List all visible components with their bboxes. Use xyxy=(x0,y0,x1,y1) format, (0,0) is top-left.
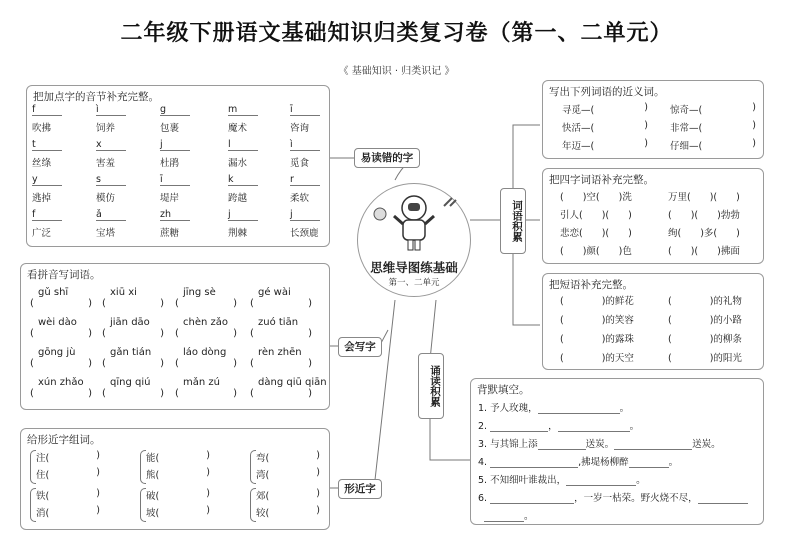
similar-char: 坡( xyxy=(146,508,160,519)
answer-paren[interactable]: ( ) xyxy=(250,358,312,369)
similar-char: 注( xyxy=(36,453,50,464)
pinyin-word: 咨询 xyxy=(290,123,310,134)
pinyin-label: dàng qiū qiān xyxy=(258,377,327,388)
recite-line[interactable]: 6. ，一岁一枯荣。野火烧不尽， xyxy=(478,490,748,504)
phrase-item[interactable]: ( )的小路 xyxy=(668,315,742,326)
similar-char-item[interactable] xyxy=(256,488,320,502)
idiom-item[interactable]: ( )( )拂面 xyxy=(668,246,740,257)
close-paren: ) xyxy=(206,488,210,499)
pinyin-word: 觅食 xyxy=(290,158,310,169)
answer-paren[interactable]: ( ) xyxy=(30,298,92,309)
close-paren: ) xyxy=(96,467,100,478)
synonym-box-title: 写出下列词语的近义词。 xyxy=(549,86,665,98)
close-paren: ) xyxy=(752,138,756,149)
close-paren: ) xyxy=(316,467,320,478)
recite-line[interactable]: 2. ， 。 xyxy=(478,421,640,432)
pinyin-label: xiū xi xyxy=(110,287,137,298)
similar-char: 湾( xyxy=(256,470,270,481)
similar-char: 弯( xyxy=(256,453,270,464)
similar-char-item[interactable] xyxy=(36,488,100,502)
synonym-word: 仔细—( xyxy=(670,141,703,152)
pinyin-hint[interactable]: zh xyxy=(160,209,190,221)
center-subtitle: 第一、二单元 xyxy=(388,278,440,288)
pinyin-label: rèn zhēn xyxy=(258,347,302,358)
answer-paren[interactable]: ( ) xyxy=(250,298,312,309)
synonym-item[interactable] xyxy=(562,102,648,116)
similar-char: 铁( xyxy=(36,491,50,502)
pinyin-word: 吹拂 xyxy=(32,123,52,134)
page-title: 二年级下册语文基础知识归类复习卷（第一、二单元） xyxy=(120,21,673,46)
similar-char-item[interactable] xyxy=(146,467,210,481)
pinyin-hint[interactable]: ì xyxy=(96,104,126,116)
pinyin-hint[interactable]: ì xyxy=(290,139,320,151)
pinyin-word: 漏水 xyxy=(228,158,248,169)
pinyin-hint[interactable]: s xyxy=(96,174,126,186)
pinyin-label: qīng qiú xyxy=(110,377,151,388)
idiom-box-title: 把四字词语补充完整。 xyxy=(549,174,654,186)
pinyin-hint[interactable]: k xyxy=(228,174,258,186)
synonym-item[interactable] xyxy=(670,102,756,116)
synonym-word: 非常—( xyxy=(670,123,703,134)
pinyin-label: zuó tiān xyxy=(258,317,299,328)
pinyin-word: 堤岸 xyxy=(160,193,180,204)
phrase-box-title: 把短语补充完整。 xyxy=(549,279,633,291)
similar-char-item[interactable] xyxy=(36,450,100,464)
similar-char: 消( xyxy=(36,508,50,519)
pinyin-label: chèn zǎo xyxy=(183,317,228,328)
close-paren: ) xyxy=(316,450,320,461)
close-paren: ) xyxy=(206,505,210,516)
similar-char-item[interactable] xyxy=(146,488,210,502)
similar-char-item[interactable] xyxy=(256,450,320,464)
close-paren: ) xyxy=(752,102,756,113)
synonym-item[interactable] xyxy=(562,138,648,152)
synonym-item[interactable] xyxy=(670,138,756,152)
pinyin-label: gǎn tián xyxy=(110,347,152,358)
similar-char: 住( xyxy=(36,470,50,481)
answer-paren[interactable]: ( ) xyxy=(175,298,237,309)
similar-char-item[interactable] xyxy=(256,505,320,519)
pinyin-word: 跨越 xyxy=(228,193,248,204)
close-paren: ) xyxy=(316,505,320,516)
phrase-item[interactable]: ( )的柳条 xyxy=(668,334,742,345)
phrase-item[interactable]: ( )的天空 xyxy=(560,353,634,364)
recite-line[interactable]: 1. 予人玫瑰， 。 xyxy=(478,403,630,414)
hub-similar-chars: 形近字 xyxy=(338,479,382,499)
pinyin-word: 蔗糖 xyxy=(160,228,180,239)
close-paren: ) xyxy=(206,467,210,478)
pinyin-label: mǎn zú xyxy=(183,377,220,388)
similar-box-title: 给形近字组词。 xyxy=(27,434,101,446)
answer-paren[interactable]: ( ) xyxy=(102,328,164,339)
phrase-item[interactable]: ( )的露珠 xyxy=(560,334,634,345)
similar-char: 熊( xyxy=(146,470,160,481)
pinyin-hint[interactable]: j xyxy=(290,209,320,221)
pinyin-hint[interactable]: y xyxy=(32,174,62,186)
close-paren: ) xyxy=(96,505,100,516)
hub-easy-misread: 易读错的字 xyxy=(354,148,420,168)
pinyin-hint[interactable]: x xyxy=(96,139,126,151)
pinyin-label: gǔ shī xyxy=(38,287,69,298)
phrase-item[interactable]: ( )的笑容 xyxy=(560,315,634,326)
answer-paren[interactable]: ( ) xyxy=(30,328,92,339)
pinyin-hint[interactable]: g xyxy=(160,104,190,116)
close-paren: ) xyxy=(644,102,648,113)
synonym-word: 寻觅—( xyxy=(562,105,595,116)
pinyin-word: 模仿 xyxy=(96,193,116,204)
pinyin-label: jīng sè xyxy=(183,287,216,298)
pinyin-word: 荆棘 xyxy=(228,228,248,239)
phrase-item[interactable]: ( )的礼物 xyxy=(668,296,742,307)
pinyin-label: gé wài xyxy=(258,287,291,298)
pinyin-hint[interactable]: f xyxy=(32,209,62,221)
phrase-item[interactable]: ( )的鲜花 xyxy=(560,296,634,307)
answer-paren[interactable]: ( ) xyxy=(30,388,92,399)
answer-paren[interactable]: ( ) xyxy=(175,388,237,399)
pinyin-hint[interactable]: r xyxy=(290,174,320,186)
pinyin-word: 宝塔 xyxy=(96,228,116,239)
idiom-item[interactable]: ( )颜( )色 xyxy=(560,246,632,257)
idiom-item[interactable]: ( )空( )洗 xyxy=(560,192,632,203)
hub-write-chars: 会写字 xyxy=(338,337,382,357)
pinyin-hint[interactable]: t xyxy=(32,139,62,151)
answer-paren[interactable]: ( ) xyxy=(175,328,237,339)
close-paren: ) xyxy=(752,120,756,131)
answer-paren[interactable]: ( ) xyxy=(30,358,92,369)
center-title: 思维导图练基础 xyxy=(370,260,458,275)
similar-char: 破( xyxy=(146,491,160,502)
pinyin-word: 魔术 xyxy=(228,123,248,134)
answer-paren[interactable]: ( ) xyxy=(175,358,237,369)
recite-box-title: 背默填空。 xyxy=(477,384,530,396)
idiom-item[interactable]: ( )( )勃勃 xyxy=(668,210,740,221)
answer-paren[interactable]: ( ) xyxy=(102,358,164,369)
hub-word-accumulation: 词语积累 xyxy=(500,188,526,254)
hub-recite-accumulation: 诵读积累 xyxy=(418,353,444,419)
pinyin-word: 饲养 xyxy=(96,123,116,134)
close-paren: ) xyxy=(644,138,648,149)
synonym-word: 快活—( xyxy=(562,123,595,134)
page-subtitle: 《 基础知识 · 归类识记 》 xyxy=(338,66,455,77)
close-paren: ) xyxy=(316,488,320,499)
pinyin-word: 逃掉 xyxy=(32,193,52,204)
idiom-item[interactable]: 绚( )多( ) xyxy=(668,228,740,239)
similar-char-item[interactable] xyxy=(36,505,100,519)
recite-line[interactable]: 3. 与其锦上添 送炭。 送炭。 xyxy=(478,439,721,450)
answer-paren[interactable]: ( ) xyxy=(250,328,312,339)
answer-paren[interactable]: ( ) xyxy=(250,388,312,399)
recite-line-cont[interactable] xyxy=(484,508,534,522)
pinyin-word: 丝绦 xyxy=(32,158,52,169)
pinyin-hint[interactable]: j xyxy=(160,139,190,151)
similar-char-item[interactable] xyxy=(256,467,320,481)
answer-paren[interactable]: ( ) xyxy=(102,388,164,399)
astronaut-icon xyxy=(358,186,470,256)
pinyin-word: 长颈鹿 xyxy=(290,228,319,239)
center-circle xyxy=(357,183,471,297)
pinyin-label: láo dòng xyxy=(183,347,227,358)
similar-char: 能( xyxy=(146,453,160,464)
synonym-item[interactable] xyxy=(670,120,756,134)
close-paren: ) xyxy=(96,450,100,461)
similar-char: 郊( xyxy=(256,491,270,502)
pinyin-hint[interactable]: m xyxy=(228,104,258,116)
pinyin-hint[interactable]: ī xyxy=(290,104,320,116)
recite-line[interactable]: 4. ,拂堤杨柳醉 。 xyxy=(478,457,679,468)
similar-char-item[interactable] xyxy=(146,505,210,519)
pinyin-label: wèi dào xyxy=(38,317,77,328)
pinyin-hint[interactable]: ī xyxy=(160,174,190,186)
pinyin-hint[interactable]: l xyxy=(228,139,258,151)
pinyin-hint[interactable]: f xyxy=(32,104,62,116)
phrase-item[interactable]: ( )的阳光 xyxy=(668,353,742,364)
idiom-item[interactable]: 悲恋( )( ) xyxy=(560,228,632,239)
pinyin-word: 包裹 xyxy=(160,123,180,134)
idiom-item[interactable]: 万里( )( ) xyxy=(668,192,740,203)
pinyin-label: jiān dāo xyxy=(110,317,150,328)
recite-line[interactable]: 5. 不知细叶谁裁出， 。 xyxy=(478,475,646,486)
recite-text: 送炭。 xyxy=(692,439,721,450)
similar-char: 较( xyxy=(256,508,270,519)
synonym-word: 惊奇—( xyxy=(670,105,703,116)
synonym-word: 年迈—( xyxy=(562,141,595,152)
pinyin-label: xún zhǎo xyxy=(38,377,84,388)
pinyin-word: 广泛 xyxy=(32,228,52,239)
pinyin-word: 害羞 xyxy=(96,158,116,169)
similar-char-item[interactable] xyxy=(146,450,210,464)
synonym-item[interactable] xyxy=(562,120,648,134)
close-paren: ) xyxy=(206,450,210,461)
pinyin-hint[interactable]: ǎ xyxy=(96,209,126,221)
close-paren: ) xyxy=(644,120,648,131)
pinyin-box-title: 把加点字的音节补充完整。 xyxy=(33,91,159,103)
pinyin-label: gōng jù xyxy=(38,347,76,358)
answer-paren[interactable]: ( ) xyxy=(102,298,164,309)
pinyin-word: 柔软 xyxy=(290,193,310,204)
idiom-item[interactable]: 引人( )( ) xyxy=(560,210,632,221)
pinyin-word: 杜鹃 xyxy=(160,158,180,169)
similar-char-item[interactable] xyxy=(36,467,100,481)
pinyin-hint[interactable]: j xyxy=(228,209,258,221)
close-paren: ) xyxy=(96,488,100,499)
recite-end: 。 xyxy=(524,511,534,522)
write-box-title: 看拼音写词语。 xyxy=(27,269,101,281)
